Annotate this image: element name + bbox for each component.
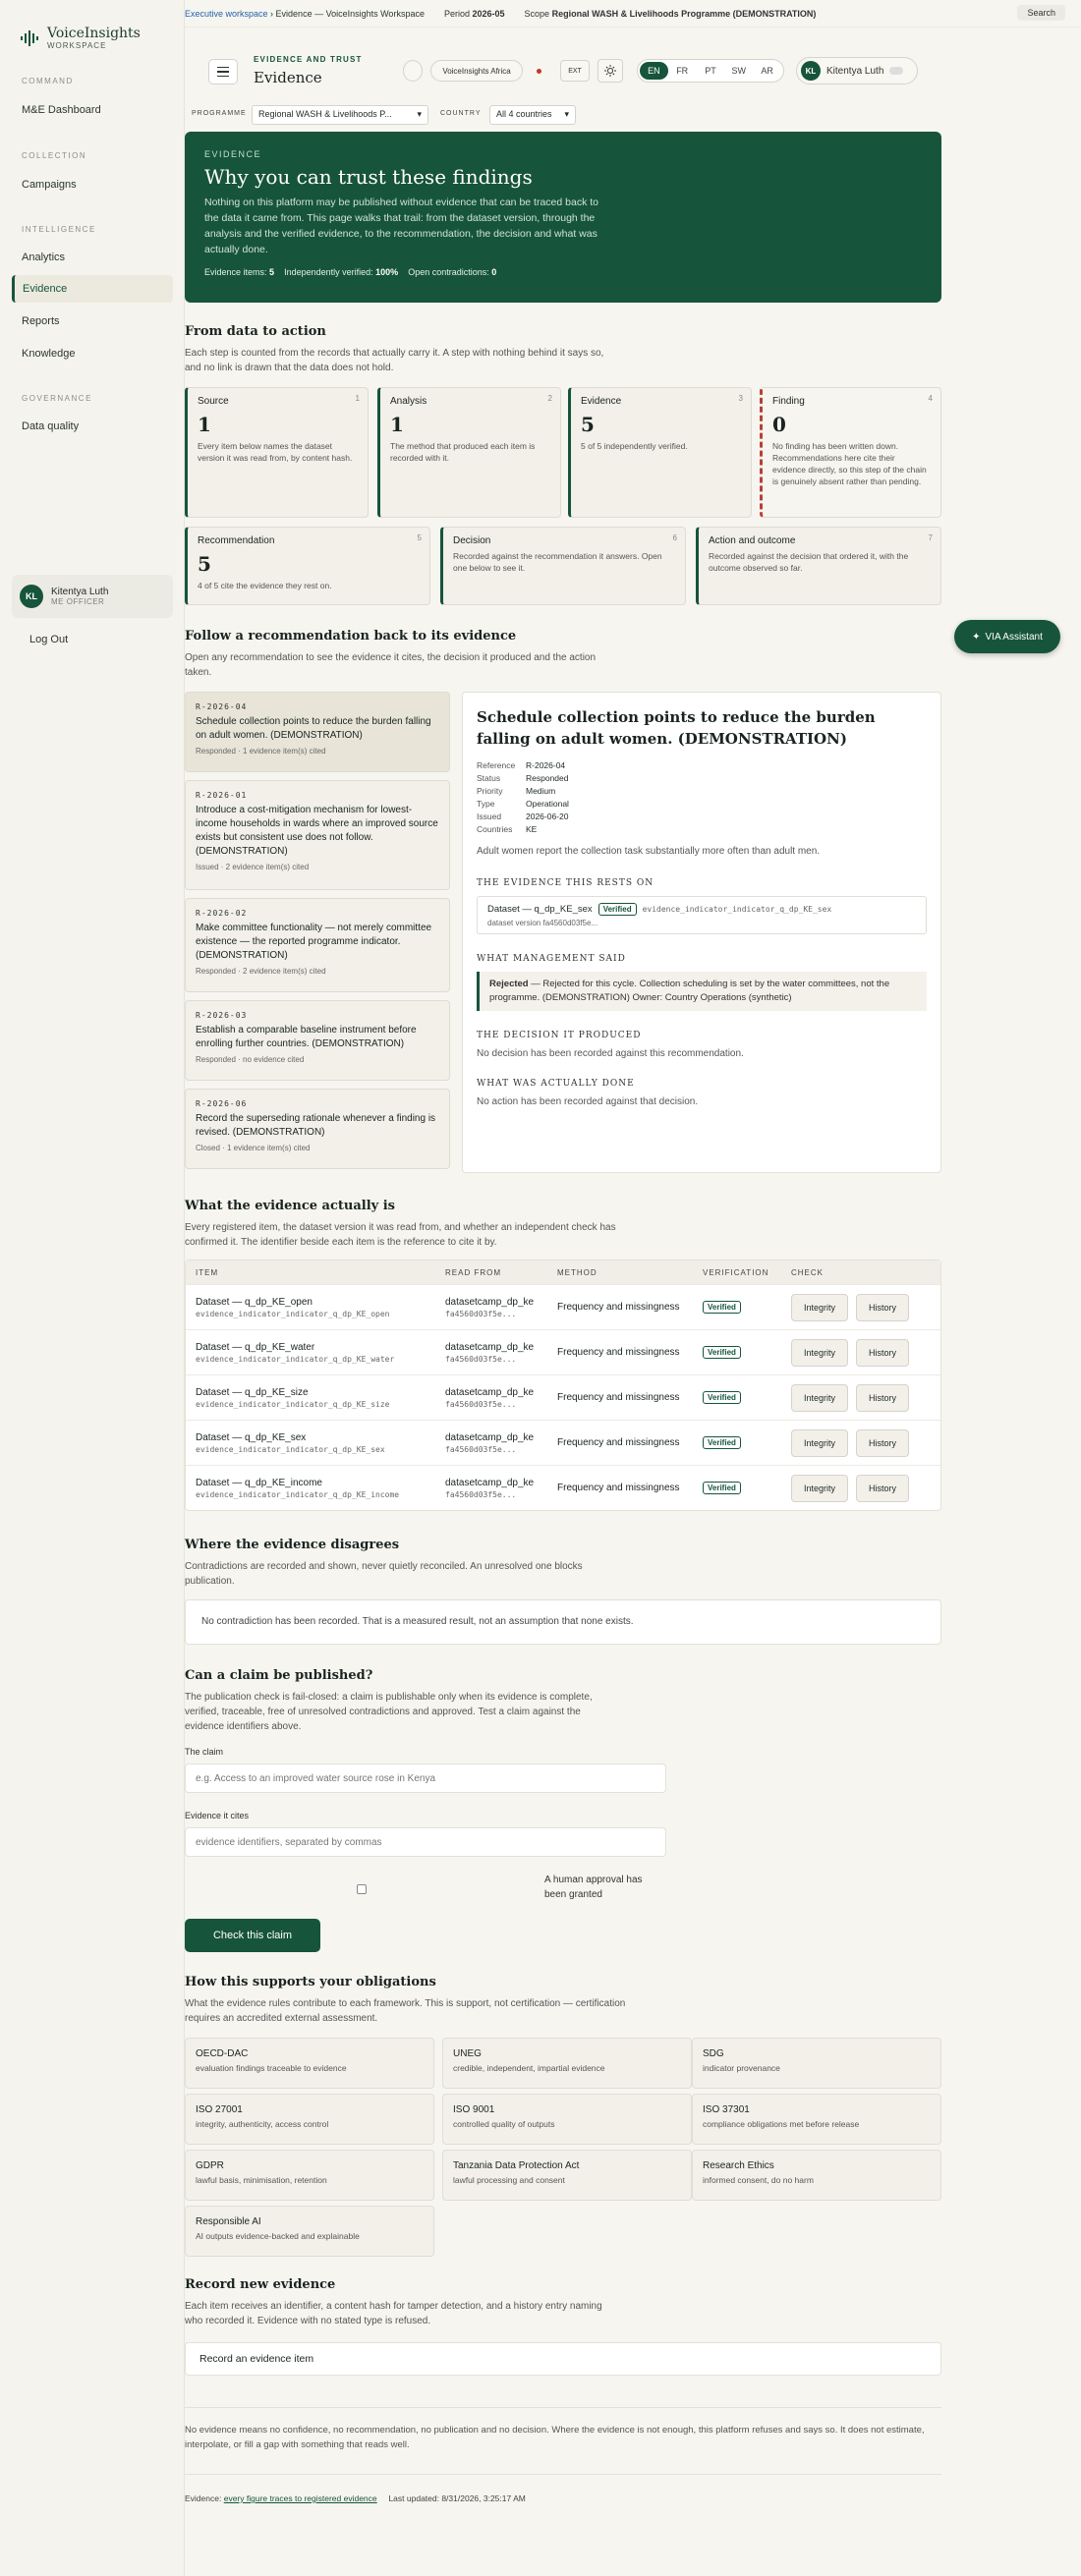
- history-button[interactable]: History: [856, 1475, 909, 1502]
- card-number: 7: [928, 533, 933, 542]
- brand-name: VoiceInsights: [47, 26, 141, 41]
- col-method: METHOD: [557, 1267, 597, 1277]
- history-button[interactable]: History: [856, 1339, 909, 1367]
- rec-meta: Issued · 2 evidence item(s) cited: [196, 863, 310, 871]
- row-item: Dataset — q_dp_KE_sex: [196, 1431, 307, 1443]
- claim-input[interactable]: e.g. Access to an improved water source rose in Kenya: [185, 1764, 666, 1793]
- rec-item[interactable]: [185, 692, 450, 772]
- sidebar-user-card[interactable]: [12, 575, 173, 618]
- org-pill[interactable]: VoiceInsights Africa: [430, 60, 523, 82]
- programme-label: PROGRAMME: [192, 110, 247, 117]
- chain-card-recommendation: [185, 527, 430, 605]
- rec-item[interactable]: [185, 898, 450, 992]
- obligation-card: [692, 2094, 941, 2145]
- card-title: Source: [198, 396, 229, 407]
- page-title: Evidence: [254, 69, 322, 86]
- rec-item[interactable]: [185, 1089, 450, 1169]
- divider: [185, 2407, 941, 2408]
- obligation-title: Tanzania Data Protection Act: [453, 2160, 580, 2171]
- col-verification: VERIFICATION: [703, 1267, 769, 1277]
- chain-card-source: [185, 387, 369, 518]
- meta-key: Reference: [477, 760, 516, 770]
- card-text: Recorded against the decision that ordered it, with the outcome observed so far.: [709, 551, 909, 573]
- user-name: Kitentya Luth: [51, 587, 109, 597]
- lang-en[interactable]: EN: [640, 62, 668, 80]
- chain-card-analysis: [377, 387, 561, 518]
- integrity-button[interactable]: Integrity: [791, 1339, 848, 1367]
- card-title: Decision: [453, 535, 491, 546]
- table-header: [186, 1260, 940, 1284]
- voiceinsights-logo-icon: [20, 28, 39, 48]
- chevron-down-icon: ▾: [564, 109, 569, 119]
- chain-card-decision: [440, 527, 686, 605]
- sidebar-item-me-dashboard[interactable]: M&E Dashboard: [22, 104, 101, 116]
- obligation-desc: informed consent, do no harm: [703, 2175, 814, 2185]
- sidebar-item-knowledge[interactable]: Knowledge: [22, 348, 76, 360]
- nav-group-intelligence: INTELLIGENCE: [22, 225, 96, 234]
- menu-button[interactable]: [208, 59, 238, 84]
- obligation-card: [442, 2094, 692, 2145]
- evidence-name: Dataset — q_dp_KE_sex: [487, 904, 593, 915]
- page-header: [185, 45, 1081, 96]
- rec-detail-panel: [462, 692, 941, 1173]
- row-id: evidence_indicator_indicator_q_dp_KE_size: [196, 1399, 390, 1409]
- obligation-title: Research Ethics: [703, 2160, 774, 2171]
- sidebar-item-evidence[interactable]: Evidence: [12, 275, 173, 303]
- rec-id: R-2026-04: [196, 702, 248, 711]
- lang-sw[interactable]: SW: [731, 66, 747, 76]
- rec-id: R-2026-06: [196, 1099, 248, 1108]
- evidence-version: dataset version fa4560d03f5e...: [487, 919, 598, 927]
- row-from: datasetcamp_dp_ke: [445, 1477, 535, 1488]
- via-assistant-button[interactable]: [954, 620, 1060, 653]
- claim-label: The claim: [185, 1747, 224, 1757]
- meta-key: Type: [477, 799, 495, 809]
- card-value: 0: [772, 413, 786, 436]
- divider: [185, 2474, 941, 2475]
- rec-text: Make committee functionality — not merely committee existence — the reported programme indicator. (DEMONSTRATION): [196, 923, 432, 961]
- obligation-title: OECD-DAC: [196, 2048, 249, 2059]
- row-id: evidence_indicator_indicator_q_dp_KE_sex: [196, 1444, 385, 1454]
- obligation-desc: AI outputs evidence-backed and explainable: [196, 2231, 360, 2241]
- card-value: 1: [198, 413, 211, 436]
- table-row: [186, 1465, 940, 1510]
- brand[interactable]: [0, 0, 184, 59]
- obligation-title: SDG: [703, 2048, 724, 2059]
- done-heading: WHAT WAS ACTUALLY DONE: [477, 1079, 635, 1089]
- card-text: Recorded against the recommendation it answers. Open one below to see it.: [453, 551, 662, 573]
- card-title: Analysis: [390, 396, 427, 407]
- obligation-card: [185, 2150, 434, 2201]
- row-hash: fa4560d03f5e...: [445, 1489, 517, 1499]
- row-item: Dataset — q_dp_KE_size: [196, 1386, 309, 1398]
- footer-note: No evidence means no confidence, no recommendation, no publication and no decision. Where the evidence is not enough, this platform refuses and says so. It does not estimate, interpolate, or fill a gap with something that reads well.: [185, 2425, 925, 2450]
- user-role: ME OFFICER: [51, 597, 105, 606]
- alert-dot-icon: [537, 69, 541, 74]
- check-claim-button[interactable]: Check this claim: [185, 1919, 320, 1952]
- obligation-desc: integrity, authenticity, access control: [196, 2119, 329, 2129]
- nav-group-command: COMMAND: [22, 77, 74, 85]
- top-bar: [185, 0, 1081, 28]
- approval-checkbox[interactable]: [357, 1884, 367, 1894]
- row-id: evidence_indicator_indicator_q_dp_KE_open: [196, 1309, 390, 1318]
- meta-key: Status: [477, 773, 501, 783]
- obligation-desc: compliance obligations met before release: [703, 2119, 860, 2129]
- meta-value: KE: [526, 824, 538, 834]
- sidebar-item-reports[interactable]: Reports: [22, 315, 60, 327]
- obligation-desc: controlled quality of outputs: [453, 2119, 555, 2129]
- obligations-title: How this supports your obligations: [185, 1975, 436, 1989]
- evidence-link[interactable]: [477, 896, 927, 934]
- card-title: Evidence: [581, 396, 622, 407]
- programme-select[interactable]: [252, 105, 428, 125]
- rec-summary: Adult women report the collection task substantially more often than adult men.: [477, 846, 821, 857]
- obligation-title: UNEG: [453, 2048, 482, 2059]
- lang-fr[interactable]: FR: [676, 66, 689, 76]
- hero-body: Nothing on this platform may be published without evidence that can be traced back to the data it came from. This page walks that trail: from the dataset version, through the analysis and the verified evidence, to the recommendation, the decision and what was actually done.: [204, 196, 598, 255]
- card-number: 1: [355, 394, 360, 403]
- row-method: Frequency and missingness: [557, 1347, 680, 1358]
- row-hash: fa4560d03f5e...: [445, 1354, 517, 1364]
- evidence-heading: THE EVIDENCE THIS RESTS ON: [477, 878, 654, 888]
- stat-label: Independently verified:: [284, 267, 373, 277]
- rec-text: Introduce a cost-mitigation mechanism for lowest-income households in wards where an improved source exists but consistent use does not follow. (DEMONSTRATION): [196, 805, 438, 857]
- mgmt-heading: WHAT MANAGEMENT SAID: [477, 954, 626, 964]
- verified-badge: Verified: [703, 1391, 741, 1404]
- evidence-table-desc: Every registered item, the dataset version it was read from, and whether an independent check has confirmed it. The identifier beside each item is the reference to cite it by.: [185, 1222, 616, 1248]
- rec-meta: Responded · no evidence cited: [196, 1055, 305, 1064]
- cites-input[interactable]: evidence identifiers, separated by commas: [185, 1827, 666, 1857]
- evidence-id: evidence_indicator_indicator_q_dp_KE_sex: [642, 905, 832, 914]
- meta-value: R-2026-04: [526, 760, 566, 770]
- breadcrumb: [185, 9, 425, 19]
- obligation-card: [692, 2150, 941, 2201]
- col-check: CHECK: [791, 1267, 825, 1277]
- approval-label: A human approval has been granted: [544, 1875, 643, 1900]
- table-row: [186, 1284, 940, 1329]
- chain-desc: Each step is counted from the records that actually carry it. A step with nothing behind it says so, and no link is drawn that the data does not hold.: [185, 348, 604, 373]
- sidebar-item-analytics[interactable]: Analytics: [22, 252, 66, 263]
- card-text: 5 of 5 independently verified.: [581, 441, 688, 451]
- language-switcher: [637, 59, 784, 83]
- recs-title: Follow a recommendation back to its evidence: [185, 629, 517, 644]
- table-row: [186, 1420, 940, 1465]
- row-from: datasetcamp_dp_ke: [445, 1431, 535, 1443]
- card-value: 5: [198, 552, 211, 576]
- obligation-title: ISO 37301: [703, 2104, 750, 2115]
- rec-item[interactable]: [185, 1000, 450, 1081]
- country-select[interactable]: [489, 105, 576, 125]
- card-text: The method that produced each item is recorded with it.: [390, 441, 536, 463]
- last-updated: Last updated: 8/31/2026, 3:25:17 AM: [388, 2493, 526, 2503]
- footer-meta: [185, 2493, 526, 2503]
- meta-value: 2026-06-20: [526, 812, 569, 821]
- sun-icon: [604, 65, 616, 77]
- stat-contradictions: 0: [491, 267, 497, 277]
- country-label: COUNTRY: [440, 110, 482, 117]
- rec-id: R-2026-03: [196, 1011, 248, 1020]
- obligation-desc: evaluation findings traceable to evidence: [196, 2063, 347, 2073]
- period-label: Period: [443, 8, 470, 19]
- recs-desc: Open any recommendation to see the evidence it cites, the decision it produced and the action taken.: [185, 652, 597, 678]
- verified-badge: Verified: [703, 1301, 741, 1314]
- card-number: 6: [672, 533, 677, 542]
- no-contradiction-notice: No contradiction has been recorded. That is a measured result, not an assumption that none exists.: [185, 1599, 941, 1645]
- rec-text: Schedule collection points to reduce the burden falling on adult women. (DEMONSTRATION): [196, 716, 431, 741]
- decision-heading: THE DECISION IT PRODUCED: [477, 1031, 642, 1040]
- obligation-card: [442, 2150, 692, 2201]
- obligation-desc: indicator provenance: [703, 2063, 780, 2073]
- done-text: No action has been recorded against that decision.: [477, 1096, 699, 1107]
- header-user-name: Kitentya Luth: [826, 65, 884, 77]
- filter-bar: [185, 104, 1081, 126]
- breadcrumb-link[interactable]: Executive workspace: [185, 8, 268, 19]
- row-from: datasetcamp_dp_ke: [445, 1386, 535, 1398]
- table-row: [186, 1329, 940, 1374]
- integrity-button[interactable]: Integrity: [791, 1384, 848, 1412]
- history-button[interactable]: History: [856, 1294, 909, 1321]
- obligation-title: ISO 9001: [453, 2104, 495, 2115]
- row-from: datasetcamp_dp_ke: [445, 1296, 535, 1308]
- rec-id: R-2026-02: [196, 909, 248, 918]
- meta-key: Issued: [477, 812, 502, 821]
- evidence-table: [185, 1260, 941, 1511]
- integrity-button[interactable]: Integrity: [791, 1429, 848, 1457]
- meta-value: Operational: [526, 799, 569, 809]
- row-method: Frequency and missingness: [557, 1302, 680, 1313]
- programme-value: Regional WASH & Livelihoods P...: [258, 109, 392, 119]
- row-item: Dataset — q_dp_KE_income: [196, 1477, 322, 1488]
- card-title: Action and outcome: [709, 535, 796, 546]
- chain-title: From data to action: [185, 324, 326, 339]
- scope-value: Regional WASH & Livelihoods Programme (DEMONSTRATION): [551, 8, 817, 19]
- table-row: [186, 1374, 940, 1420]
- meta-key: Priority: [477, 786, 503, 796]
- rec-detail-meta: [477, 759, 927, 836]
- user-menu[interactable]: [796, 57, 918, 84]
- ext-toggle[interactable]: EXT: [560, 60, 590, 82]
- row-item: Dataset — q_dp_KE_open: [196, 1296, 313, 1308]
- obligation-card: [442, 2038, 692, 2089]
- card-value: 5: [581, 413, 595, 436]
- brand-subtitle: WORKSPACE: [47, 41, 107, 50]
- decision-text: No decision has been recorded against this recommendation.: [477, 1048, 744, 1059]
- card-number: 3: [738, 394, 743, 403]
- obligation-card: [692, 2038, 941, 2089]
- rec-meta: Closed · 1 evidence item(s) cited: [196, 1144, 311, 1152]
- obligation-title: Responsible AI: [196, 2216, 261, 2227]
- menu-icon: [217, 67, 229, 69]
- row-id: evidence_indicator_indicator_q_dp_KE_income: [196, 1489, 400, 1499]
- hero-title: Why you can trust these findings: [204, 165, 533, 189]
- rec-detail-title: Schedule collection points to reduce the burden falling on adult women. (DEMONSTRATION): [477, 708, 876, 748]
- card-number: 5: [417, 533, 422, 542]
- disagree-desc: Contradictions are recorded and shown, never quietly reconciled. An unresolved one blocks publication.: [185, 1561, 583, 1587]
- row-hash: fa4560d03f5e...: [445, 1399, 517, 1409]
- hero-stats: [204, 267, 922, 277]
- integrity-button[interactable]: Integrity: [791, 1475, 848, 1502]
- row-method: Frequency and missingness: [557, 1392, 680, 1403]
- row-id: evidence_indicator_indicator_q_dp_KE_water: [196, 1354, 395, 1364]
- chain-card-finding: [760, 387, 941, 518]
- verified-badge: Verified: [703, 1482, 741, 1494]
- rec-meta: Responded · 2 evidence item(s) cited: [196, 967, 326, 976]
- card-text: Every item below names the dataset version it was read from, by content hash.: [198, 441, 353, 463]
- breadcrumb-rest: › Evidence — VoiceInsights Workspace: [267, 8, 425, 19]
- obligation-desc: lawful processing and consent: [453, 2175, 565, 2185]
- stat-verified: 100%: [375, 267, 399, 277]
- card-text: 4 of 5 cite the evidence they rest on.: [198, 581, 332, 590]
- stat-label: Open contradictions:: [408, 267, 489, 277]
- sidebar-item-campaigns[interactable]: Campaigns: [22, 179, 77, 191]
- row-item: Dataset — q_dp_KE_water: [196, 1341, 315, 1353]
- footer-evidence-label: Evidence:: [185, 2493, 222, 2503]
- country-value: All 4 countries: [496, 109, 552, 119]
- obligation-title: GDPR: [196, 2160, 224, 2171]
- footer-evidence-link[interactable]: every figure traces to registered evidence: [223, 2493, 377, 2503]
- chevron-down-icon: ▾: [417, 109, 422, 119]
- publish-title: Can a claim be published?: [185, 1668, 373, 1683]
- rec-item[interactable]: [185, 780, 450, 890]
- card-title: Recommendation: [198, 535, 275, 546]
- row-hash: fa4560d03f5e...: [445, 1444, 517, 1454]
- verified-badge: Verified: [598, 903, 637, 916]
- verified-badge: Verified: [703, 1346, 741, 1359]
- stat-evidence-items: 5: [269, 267, 275, 277]
- card-title: Finding: [772, 396, 805, 407]
- rec-text: Establish a comparable baseline instrument before enrolling further countries. (DEMONSTRATION): [196, 1025, 417, 1049]
- obligation-desc: credible, independent, impartial evidence: [453, 2063, 605, 2073]
- publish-desc: The publication check is fail-closed: a claim is publishable only when its evidence is complete, verified, traceable, free of unresolved contradictions and approved. Test a claim against the evidence identifiers above.: [185, 1692, 593, 1732]
- nav-group-governance: GOVERNANCE: [22, 394, 92, 403]
- row-method: Frequency and missingness: [557, 1437, 680, 1448]
- record-title: Record new evidence: [185, 2277, 336, 2292]
- page-eyebrow: EVIDENCE AND TRUST: [254, 55, 363, 64]
- record-evidence-button[interactable]: Record an evidence item: [185, 2342, 941, 2376]
- row-method: Frequency and missingness: [557, 1483, 680, 1493]
- cites-label: Evidence it cites: [185, 1811, 250, 1820]
- card-number: 4: [928, 394, 933, 403]
- rec-text: Record the superseding rationale whenever a finding is revised. (DEMONSTRATION): [196, 1113, 436, 1138]
- history-button[interactable]: History: [856, 1384, 909, 1412]
- header-avatar: KL: [801, 61, 821, 81]
- row-hash: fa4560d03f5e...: [445, 1309, 517, 1318]
- evidence-table-title: What the evidence actually is: [185, 1199, 395, 1213]
- obligation-card: [185, 2094, 434, 2145]
- meta-key: Countries: [477, 824, 513, 834]
- search-button[interactable]: Search: [1017, 5, 1065, 21]
- card-value: 1: [390, 413, 404, 436]
- row-from: datasetcamp_dp_ke: [445, 1341, 535, 1353]
- scope-label: Scope: [524, 8, 550, 19]
- obligation-card: [185, 2038, 434, 2089]
- mgmt-status: Rejected: [489, 979, 529, 989]
- mgmt-text: — Rejected for this cycle. Collection scheduling is set by the water committees, not the programme. (DEMONSTRATION) Owner: Country Operations (synthetic): [489, 979, 890, 1003]
- toggle-icon: [889, 67, 903, 75]
- chain-card-action: [696, 527, 941, 605]
- history-button[interactable]: History: [856, 1429, 909, 1457]
- record-desc: Each item receives an identifier, a content hash for tamper detection, and a history entry naming who recorded it. Evidence with no stated type is refused.: [185, 2301, 602, 2326]
- obligation-title: ISO 27001: [196, 2104, 243, 2115]
- mgmt-response: [477, 972, 927, 1011]
- sidebar: [0, 0, 185, 2576]
- hero-eyebrow: EVIDENCE: [204, 149, 262, 159]
- integrity-button[interactable]: Integrity: [791, 1294, 848, 1321]
- nav-group-collection: COLLECTION: [22, 151, 87, 160]
- rec-id: R-2026-01: [196, 791, 248, 800]
- stat-label: Evidence items:: [204, 267, 267, 277]
- obligation-card: [185, 2206, 434, 2257]
- hero-banner: [185, 132, 941, 303]
- rec-meta: Responded · 1 evidence item(s) cited: [196, 747, 326, 756]
- card-text: No finding has been written down. Recommendations here cite their evidence directly, so this step of the chain is genuinely absent rather than pending.: [772, 441, 927, 486]
- lang-ar[interactable]: AR: [761, 66, 773, 76]
- assistant-label: VIA Assistant: [985, 631, 1043, 643]
- period-value: 2026-05: [472, 8, 505, 19]
- card-number: 2: [547, 394, 552, 403]
- disagree-title: Where the evidence disagrees: [185, 1538, 400, 1552]
- col-read-from: READ FROM: [445, 1267, 501, 1277]
- meta-value: Responded: [526, 773, 569, 783]
- chain-card-evidence: [568, 387, 752, 518]
- obligation-desc: lawful basis, minimisation, retention: [196, 2175, 327, 2185]
- theme-toggle[interactable]: [597, 59, 623, 83]
- avatar: KL: [20, 585, 43, 608]
- sidebar-item-data-quality[interactable]: Data quality: [22, 420, 80, 432]
- logout-button[interactable]: Log Out: [29, 634, 69, 645]
- meta-value: Medium: [526, 786, 556, 796]
- lang-pt[interactable]: PT: [705, 66, 716, 76]
- col-item: ITEM: [196, 1267, 219, 1277]
- verified-badge: Verified: [703, 1436, 741, 1449]
- status-circle-icon[interactable]: [403, 60, 423, 82]
- sparkle-icon: ✦: [972, 631, 981, 643]
- obligations-desc: What the evidence rules contribute to each framework. This is support, not certification — certification requires an accredited external assessment.: [185, 1998, 626, 2024]
